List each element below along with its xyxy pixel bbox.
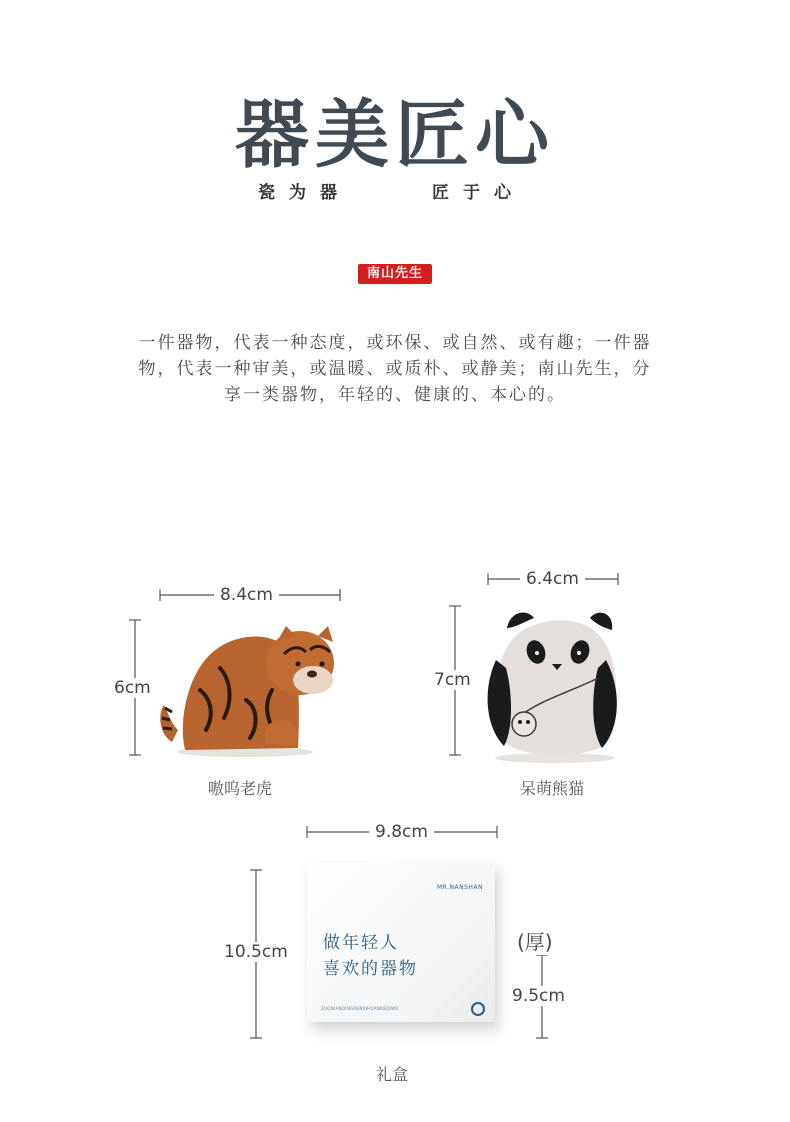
tiger-figurine bbox=[160, 626, 334, 757]
gift-box-name: 礼盒 bbox=[375, 1065, 408, 1084]
box-brand: MR.NANSHAN bbox=[436, 884, 483, 891]
gift-box bbox=[307, 862, 495, 1022]
box-thickness-label: 9.5cm bbox=[506, 986, 571, 1006]
intro-line: 物，代表一种审美，或温暖、或质朴、或静美；南山先生，分 bbox=[138, 359, 652, 379]
box-slogan-line: 做年轻人 bbox=[323, 933, 399, 953]
box-slogan bbox=[323, 930, 418, 982]
panda-height-label: 7cm bbox=[428, 670, 477, 690]
intro-line: 一件器物，代表一种态度，或环保、或自然、或有趣；一件器 bbox=[138, 333, 652, 353]
box-pinyin: ZUONIANQINGRENXIHUANDEQIWU bbox=[321, 1006, 399, 1011]
panda-width-label: 6.4cm bbox=[520, 569, 585, 589]
box-seal-icon bbox=[471, 1002, 485, 1016]
panda-figurine bbox=[488, 613, 617, 763]
tiger-height-label: 6cm bbox=[108, 678, 157, 698]
subtitle-right: 匠于心 bbox=[432, 183, 525, 203]
box-width-label: 9.8cm bbox=[369, 822, 434, 842]
subtitle-left: 瓷为器 bbox=[258, 183, 351, 203]
tiger-width-label: 8.4cm bbox=[214, 585, 279, 605]
box-slogan-line: 喜欢的器物 bbox=[323, 959, 418, 979]
panda-name: 呆萌熊猫 bbox=[519, 779, 584, 798]
tiger-name: 嗷呜老虎 bbox=[207, 779, 272, 798]
intro-line: 享一类器物，年轻的、健康的、本心的。 bbox=[224, 385, 566, 405]
box-height-label: 10.5cm bbox=[218, 942, 294, 962]
box-thickness-note: (厚) bbox=[511, 926, 559, 955]
brand-logo: 南山先生 bbox=[358, 264, 432, 284]
page-title: 器美匠心 bbox=[235, 92, 555, 178]
